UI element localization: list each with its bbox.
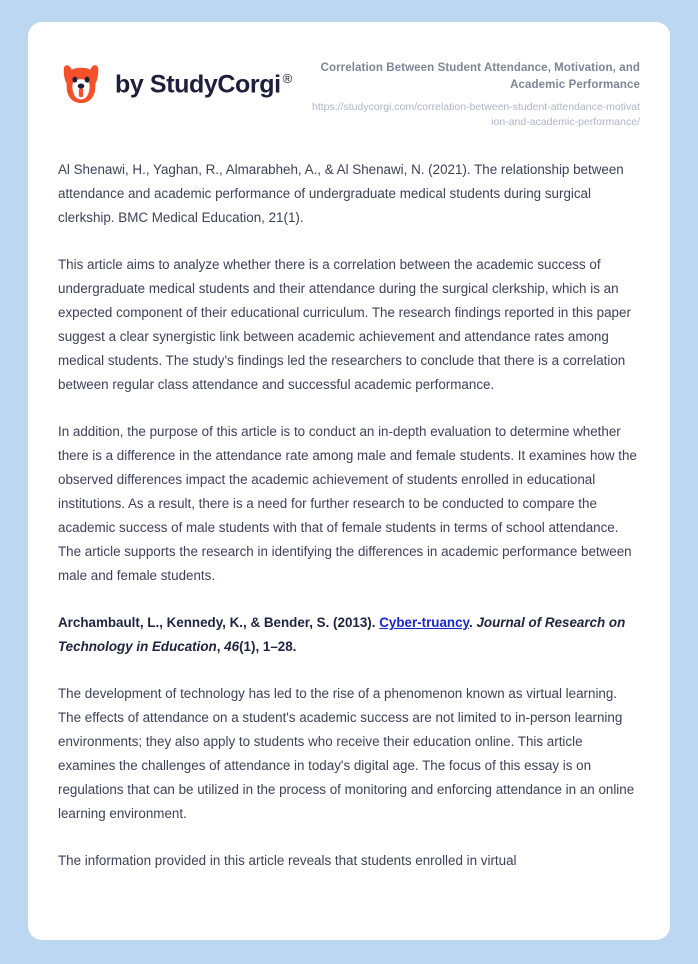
reference-entry-1: Al Shenawi, H., Yaghan, R., Almarabheh, A., & Al Shenawi, N. (2021). The relationship between attendance and academic performance of undergraduate medical students during surgical clerkship. BMC Medical Education, 21(1). [58, 162, 624, 226]
document-card [28, 22, 670, 940]
reference-volume: 46 [224, 639, 240, 655]
reference-volume-separator: , [216, 639, 225, 655]
annotation-paragraph-3: The development of technology has led to the rise of a phenomenon known as virtual learning. The effects of attendance on a student's academic success are not limited to in-person learning environments; they also apply to students who receive their education online. This article examines the challenges of attendance in today's digital age. The focus of this essay is on regulations that can be utilized in the process of monitoring and enforcing attendance in an online learning environment. [58, 686, 635, 822]
document-meta [310, 58, 640, 130]
reference-authors-year: Archambault, L., Kennedy, K., & Bender, S. (2013). [58, 615, 380, 631]
reference-issue-pages: (1), 1–28. [239, 639, 297, 655]
registered-trademark-icon: ® [282, 71, 293, 87]
reference-journal: Journal of Research on Technology in Education [58, 615, 626, 655]
reference-link-suffix: . [469, 615, 477, 631]
annotation-paragraph-2: In addition, the purpose of this article is to conduct an in-depth evaluation to determine whether there is a difference in the attendance rate among male and female students. It examines how the observed differences impact the academic achievement of students enrolled in educational institutions. As a result, there is a need for further research to be conducted to compare the academic success of male students with that of female students in terms of school attendance. The article supports the research in identifying the differences in academic performance between male and female students. [58, 424, 637, 584]
brand-logo[interactable] [58, 58, 292, 108]
annotation-paragraph-4: The information provided in this article reveals that students enrolled in virtual [58, 853, 517, 869]
document-header [28, 22, 670, 130]
document-body [28, 130, 670, 873]
page-title: Correlation Between Student Attendance, Motivation, and Academic Performance [320, 62, 640, 91]
cyber-truancy-link[interactable]: Cyber-truancy [379, 615, 470, 631]
brand-name [115, 72, 292, 97]
corgi-face-icon [58, 62, 104, 108]
source-url[interactable]: https://studycorgi.com/correlation-between-student-attendance-motivation-and-academic-performance/ [312, 101, 640, 129]
brand-name-text: by StudyCorgi [115, 70, 281, 99]
annotation-paragraph-1: This article aims to analyze whether there is a correlation between the academic success of undergraduate medical students and their attendance during the surgical clerkship, which is an expected component of their educational curriculum. The research findings reported in this paper suggest a clear synergistic link between academic achievement and attendance rates among medical students. The study's findings led the researchers to conclude that there is a correlation between regular class attendance and successful academic performance. [58, 257, 631, 393]
reference-entry-2 [58, 611, 640, 659]
